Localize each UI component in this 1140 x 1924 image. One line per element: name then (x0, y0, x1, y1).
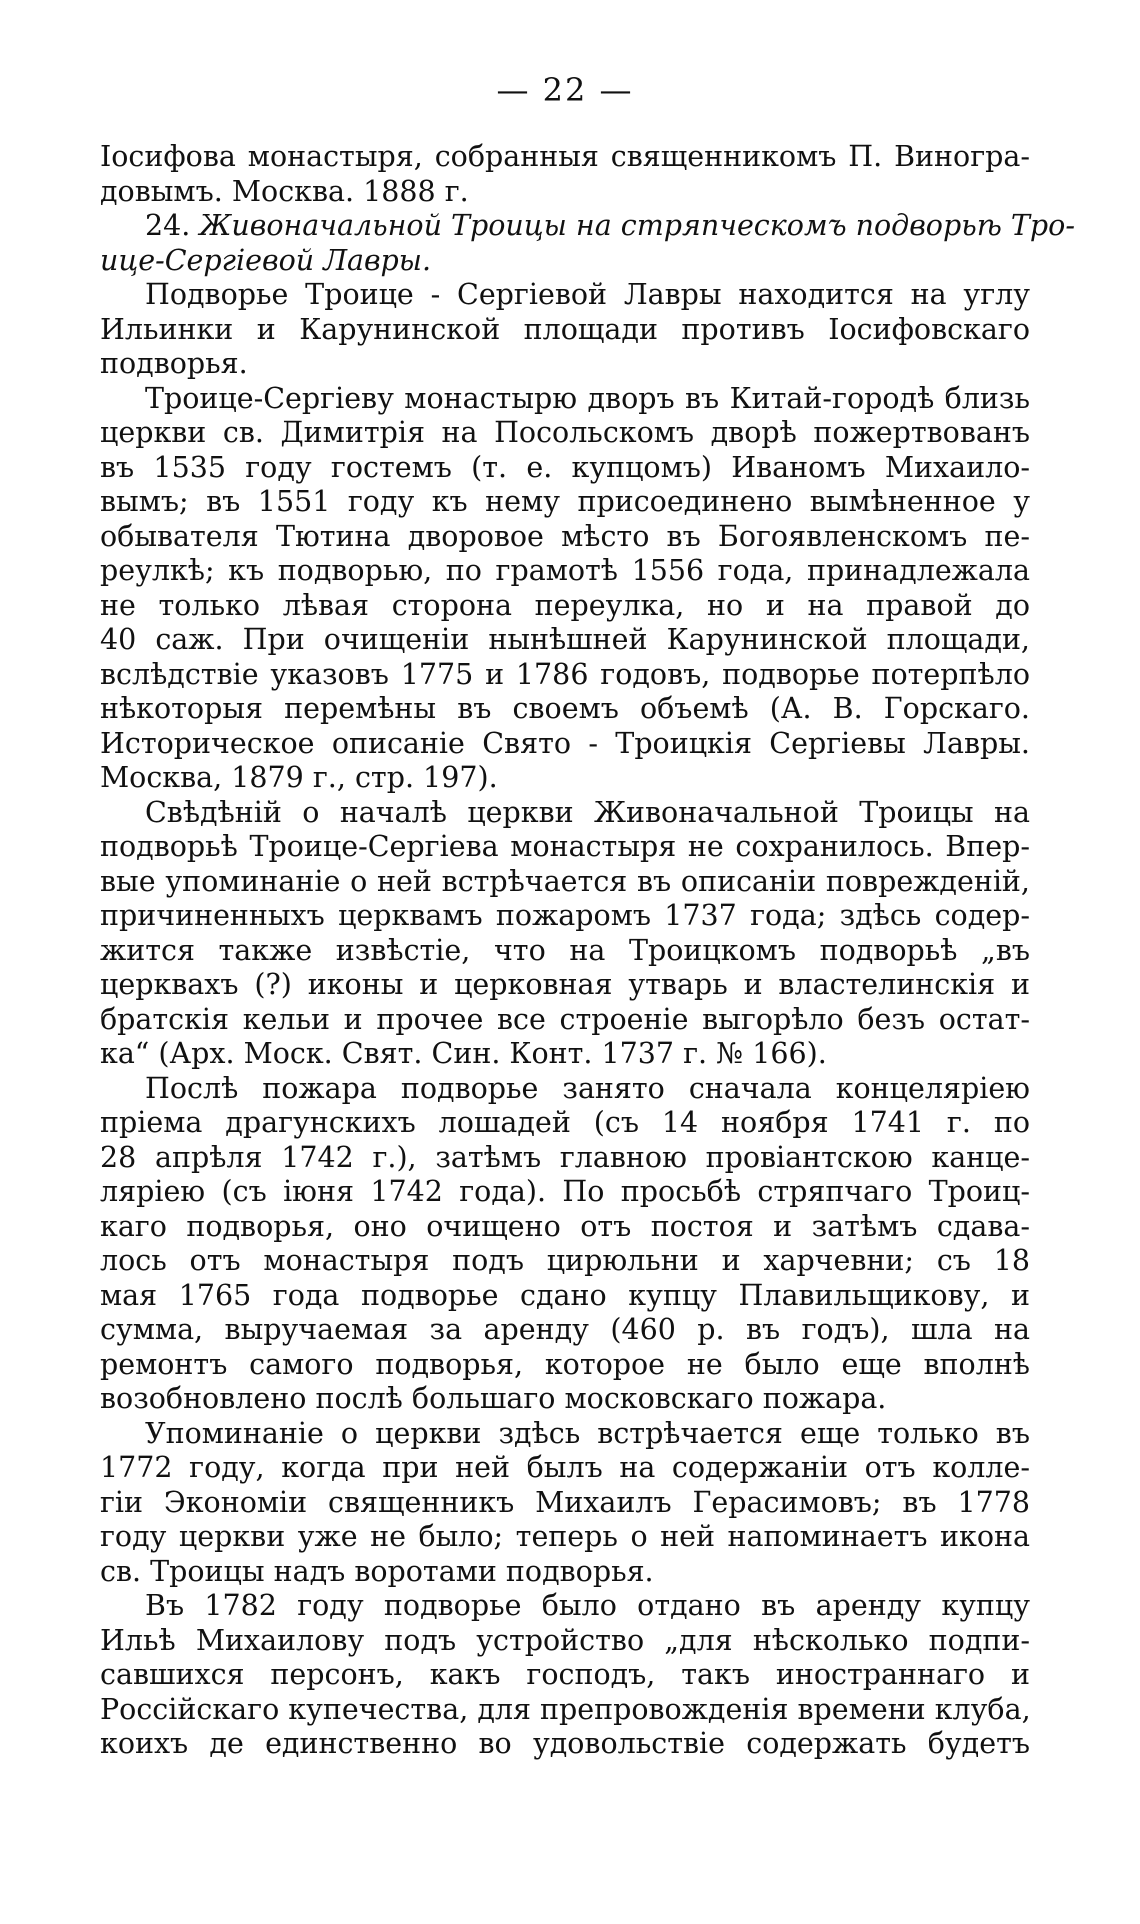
text-line: савшихся персонъ, какъ господъ, такъ иностраннаго и (100, 1658, 1030, 1691)
text-line: вые упоминаніе о ней встрѣчается въ описаніи поврежденій, (100, 864, 1030, 898)
text-line: братскія кельи и прочее все строеніе выгорѣло безъ остат- (100, 1002, 1030, 1036)
text-line: Іосифова монастыря, собранныя священникомъ П. Виногра- (100, 140, 1030, 173)
text-line: вымъ; въ 1551 году къ нему присоединено вымѣненное у (100, 485, 1030, 518)
text-line: Послѣ пожара подворье занято сначала концеляріею (145, 1071, 1030, 1105)
text-line: довымъ. Москва. 1888 г. (100, 174, 469, 208)
text-line: Троице-Сергіеву монастырю дворъ въ Китай-городѣ близь (145, 381, 1030, 415)
text-line: Ильѣ Михаилову подъ устройство „для нѣсколько подпи- (100, 1623, 1030, 1657)
text-line: церквахъ (?) иконы и церковная утварь и властелинскія и (100, 968, 1030, 1001)
text-line: 1772 году, когда при ней былъ на содержаніи отъ колле- (100, 1451, 1030, 1484)
text-line: жится также извѣстіе, что на Троицкомъ подворьѣ „въ (100, 933, 1030, 967)
text-line: году церкви уже не было; теперь о ней напоминаетъ икона (100, 1520, 1030, 1553)
text-line: Россійскаго купечества, для препровожденія времени клуба, (100, 1692, 1031, 1726)
section-heading (100, 209, 1075, 278)
text-line: 28 апрѣля 1742 г.), затѣмъ главною провіантскою канце- (100, 1140, 1030, 1174)
heading-title: Живоначальной Троицы на стряпческомъ подворьѣ Тро- (199, 209, 1075, 242)
text-line: реулкѣ; къ подворью, по грамотѣ 1556 года, принадлежала (100, 554, 1030, 587)
text-line: подворья. (100, 347, 248, 380)
paragraph (100, 1589, 1030, 1762)
text-line: Историческое описаніе Свято - Троицкія Сергіевы Лавры. (100, 726, 1030, 760)
text-line: Москва, 1879 г., стр. 197). (100, 761, 498, 794)
text-line: ляріею (съ іюня 1742 года). По просьбѣ стряпчаго Троиц- (100, 1175, 1030, 1208)
page-number: — 22 — (496, 71, 634, 109)
text-line: гіи Экономіи священникъ Михаилъ Герасимовъ; въ 1778 (100, 1485, 1030, 1519)
text-line: Упоминаніе о церкви здѣсь встрѣчается еще только въ (145, 1416, 1030, 1450)
paragraph (100, 796, 1030, 1072)
text-line: коихъ де единственно во удовольствіе содержать будетъ (100, 1727, 1030, 1760)
paragraph (100, 1072, 1030, 1417)
text-line: каго подворья, оно очищено отъ постоя и затѣмъ сдава- (100, 1209, 1030, 1243)
text-line: Подворье Троице - Сергіевой Лавры находится на углу (145, 278, 1030, 311)
text-line: Свѣдѣній о началѣ церкви Живоначальной Троицы на (145, 795, 1030, 829)
text-line: 40 саж. При очищеніи нынѣшней Карунинской площади, (100, 623, 1030, 656)
text-line: возобновлено послѣ большаго московскаго пожара. (100, 1382, 887, 1415)
text-line: мая 1765 года подворье сдано купцу Плавильщикову, и (100, 1278, 1030, 1312)
text-line: св. Троицы надъ воротами подворья. (100, 1554, 654, 1588)
text-line: причиненныхъ церквамъ пожаромъ 1737 года; здѣсь содер- (100, 899, 1030, 932)
text-line: сумма, выручаемая за аренду (460 р. въ годъ), шла на (100, 1313, 1030, 1346)
text-line: подворьѣ Троице-Сергіева монастыря не сохранилось. Впер- (100, 830, 1030, 863)
text-line: Ильинки и Карунинской площади противъ Іосифовскаго (100, 312, 1030, 346)
paragraph (100, 1417, 1030, 1590)
text-line: нѣкоторыя перемѣны въ своемъ объемѣ (А. В. Горскаго. (100, 692, 1030, 725)
paragraph (100, 140, 1030, 209)
section-number: 24. (145, 209, 191, 242)
text-line: Въ 1782 году подворье было отдано въ аренду купцу (145, 1589, 1030, 1622)
text-line: вслѣдствіе указовъ 1775 и 1786 годовъ, подворье потерпѣло (100, 657, 1030, 691)
text-line: не только лѣвая сторона переулка, но и на правой до (100, 588, 1030, 622)
document-page (100, 70, 1075, 1762)
paragraph (100, 278, 1030, 382)
heading-line: ице-Сергіевой Лавры. (100, 243, 432, 277)
text-line: обывателя Тютина дворовое мѣсто въ Богоявленскомъ пе- (100, 519, 1030, 553)
text-line: лось отъ монастыря подъ цирюльни и харчевни; съ 18 (100, 1244, 1030, 1277)
paragraph (100, 382, 1030, 796)
text-line: пріема драгунскихъ лошадей (съ 14 ноября 1741 г. по (100, 1106, 1030, 1139)
text-line: церкви св. Димитрія на Посольскомъ дворѣ пожертвованъ (100, 416, 1030, 449)
text-line: ремонтъ самого подворья, которое не было еще вполнѣ (100, 1347, 1030, 1381)
text-line: въ 1535 году гостемъ (т. е. купцомъ) Иваномъ Михаило- (100, 450, 1030, 484)
heading-line (100, 209, 1075, 244)
text-line: ка“ (Арх. Моск. Свят. Син. Конт. 1737 г. № 166). (100, 1037, 827, 1070)
